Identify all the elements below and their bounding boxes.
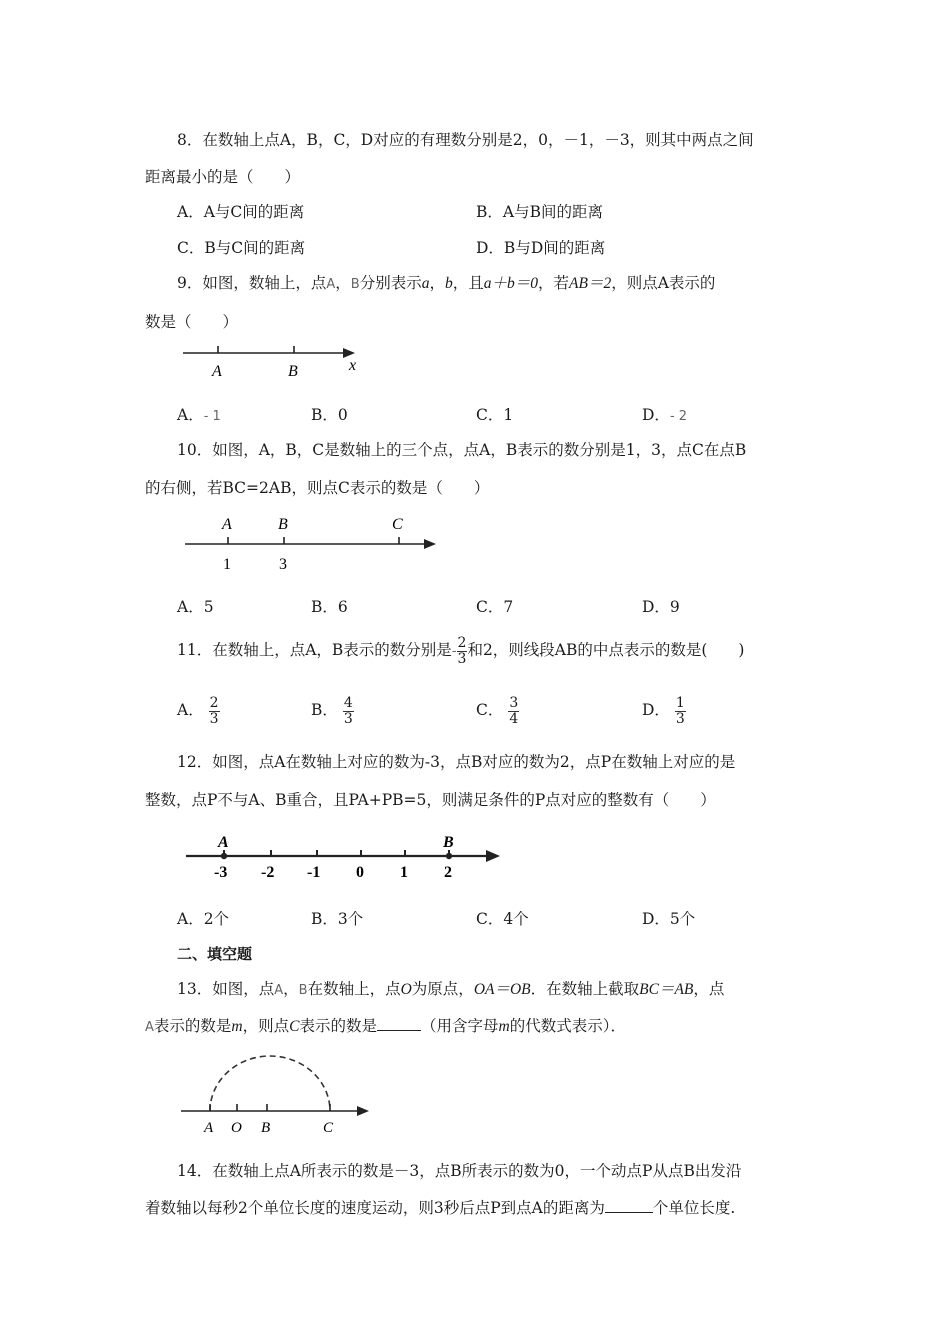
- q12-option-b: B．3个: [311, 910, 364, 928]
- var-b: b: [445, 275, 453, 292]
- q8-option-d: D．B与D间的距离: [476, 239, 606, 257]
- q10-line1: 10．如图，A，B，C是数轴上的三个点，点A，B表示的数分别是1，3，点C在点B: [177, 441, 747, 459]
- q12-tick-neg1: -1: [307, 864, 321, 881]
- equation-bc-ab: BC＝AB: [639, 981, 694, 998]
- q10-number-line: [180, 510, 445, 575]
- q9-line2: 数是（ ）: [145, 313, 239, 331]
- q8-option-a: A．A与C间的距离: [177, 203, 305, 221]
- q14-line2: 着数轴以每秒2个单位长度的速度运动，则3秒后点P到点A的距离为 个单位长度.: [145, 1199, 736, 1217]
- q11-option-b: B． $\frac{4}{3}$: [311, 694, 353, 727]
- q9-option-d: D．- 2: [642, 406, 688, 424]
- q12-option-d: D．5个: [642, 910, 696, 928]
- q9-axis-label-a: A: [212, 363, 222, 380]
- q12-tick-2: 2: [444, 864, 452, 881]
- q10-tick-1: 1: [223, 556, 231, 573]
- q13-axis-label-b: B: [261, 1120, 271, 1136]
- q11-option-c: C． $\frac{3}{4}$: [476, 694, 519, 727]
- q9-line1: 9．如图，数轴上，点A，B分别表示a，b，且a＋b＝0，若AB＝2，则点A表示的: [177, 274, 716, 292]
- q10-line2: 的右侧，若BC=2AB，则点C表示的数是（ ）: [145, 479, 490, 497]
- q13-axis-label-a: A: [204, 1120, 214, 1136]
- q11-fraction: $\frac{2}{3}$: [457, 634, 467, 667]
- q12-axis-label-a: A: [218, 834, 229, 851]
- equation-sum: a＋b＝0: [483, 275, 539, 292]
- q12-tick-0: 0: [356, 864, 364, 881]
- equation-ab: AB＝2: [569, 275, 612, 292]
- q8-option-b: B．A与B间的距离: [476, 203, 603, 221]
- q13-axis-label-o: O: [231, 1120, 242, 1136]
- q9-number-line: [175, 340, 375, 380]
- section-fill-in-title: 二、填空题: [177, 945, 253, 963]
- q10-option-d: D．9: [642, 598, 680, 616]
- q10-option-a: A．5: [177, 598, 214, 616]
- q8-line1: 8．在数轴上点A，B，C，D对应的有理数分别是2，0，－1，－3，则其中两点之间: [177, 131, 754, 149]
- q9-option-a: A．- 1: [177, 406, 221, 424]
- q10-axis-label-a: A: [222, 516, 232, 533]
- q12-line1: 12．如图，点A在数轴上对应的数为-3，点B对应的数为2，点P在数轴上对应的是: [177, 753, 736, 771]
- q9-axis-label-x: x: [349, 357, 357, 374]
- q12-tick-1: 1: [400, 864, 408, 881]
- q11-line: 11．在数轴上，点A，B表示的数分别是- $\frac{2}{3}$ 和2，则线段AB的中点表示的数是( ): [177, 634, 745, 667]
- q10-option-b: B．6: [311, 598, 348, 616]
- q12-tick-neg3: -3: [214, 864, 228, 881]
- q12-axis-label-b: B: [443, 834, 454, 851]
- q13-axis-label-c: C: [323, 1120, 334, 1136]
- point-b-label: B: [350, 277, 360, 292]
- q10-axis-label-c: C: [392, 516, 403, 533]
- q11-option-a: A． $\frac{2}{3}$: [177, 694, 219, 727]
- q14-line1: 14．在数轴上点A所表示的数是－3，点B所表示的数为0，一个动点P从点B出发沿: [177, 1162, 742, 1180]
- q12-option-a: A．2个: [177, 910, 230, 928]
- q9-option-b: B．0: [311, 406, 348, 424]
- q12-option-c: C．4个: [476, 910, 529, 928]
- q8-option-c: C．B与C间的距离: [177, 239, 306, 257]
- q9-axis-label-b: B: [288, 363, 298, 380]
- q9-option-c: C．1: [476, 406, 514, 424]
- var-a: a: [421, 275, 430, 292]
- q12-line2: 整数，点P不与A、B重合，且PA+PB=5，则满足条件的P点对应的整数有（ ）: [145, 791, 716, 809]
- q10-tick-3: 3: [279, 556, 287, 573]
- q14-answer-blank[interactable]: [605, 1198, 653, 1213]
- q12-tick-neg2: -2: [261, 864, 275, 881]
- q10-option-c: C．7: [476, 598, 514, 616]
- q13-answer-blank[interactable]: [377, 1016, 421, 1031]
- equation-oa-ob: OA＝OB: [473, 981, 531, 998]
- q10-axis-label-b: B: [278, 516, 288, 533]
- q11-option-d: D． $\frac{1}{3}$: [642, 694, 685, 727]
- q13-line2: A表示的数是m，则点C表示的数是 （用含字母m的代数式表示）．: [145, 1017, 626, 1035]
- q8-line2: 距离最小的是（ ）: [145, 168, 301, 186]
- q13-line1: 13．如图，点A，B在数轴上，点O为原点，OA＝OB．在数轴上截取BC＝AB，点: [177, 980, 725, 998]
- q12-number-line: [180, 830, 510, 885]
- q13-number-line: [175, 1048, 380, 1138]
- point-a-label: A: [326, 277, 336, 292]
